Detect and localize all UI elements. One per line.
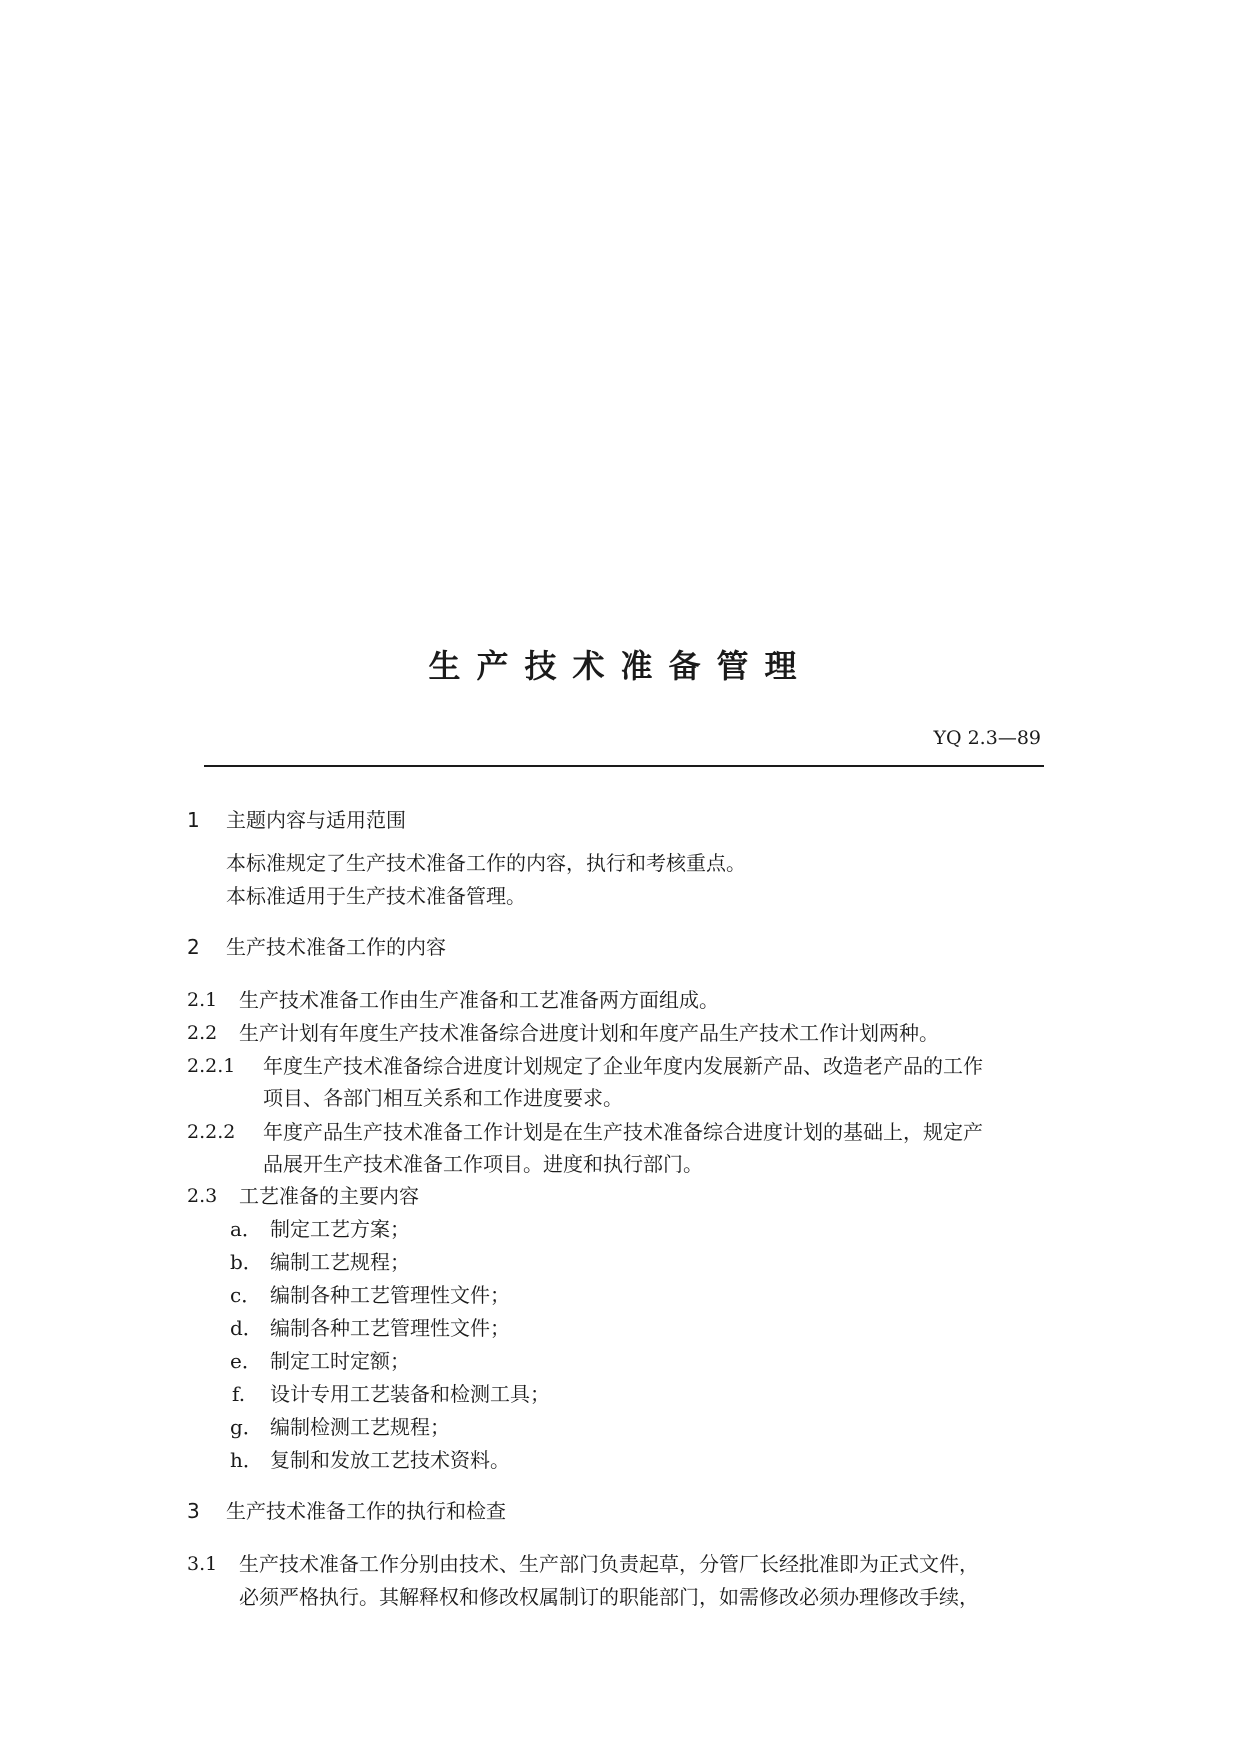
- section-1-number: 1: [187, 808, 200, 832]
- clause-2-2-2-text-line-2: 品展开生产技术准备工作项目。进度和执行部门。: [263, 1152, 703, 1176]
- list-item-e-text: 制定工时定额；: [270, 1349, 410, 1373]
- clause-2-2-number: 2.2: [187, 1022, 218, 1044]
- list-item-g-text: 编制检测工艺规程；: [270, 1415, 450, 1439]
- header-rule: [204, 765, 1044, 767]
- clause-3-1-text-line-1: 生产技术准备工作分别由技术、生产部门负责起草，分管厂长经批准即为正式文件，: [239, 1552, 979, 1576]
- list-item-g-marker: g．: [230, 1415, 263, 1439]
- list-item-d-marker: d．: [230, 1316, 263, 1340]
- clause-2-3-text: 工艺准备的主要内容: [239, 1184, 419, 1208]
- list-item-c-text: 编制各种工艺管理性文件；: [270, 1283, 510, 1307]
- clause-3-1-number: 3.1: [187, 1553, 218, 1575]
- clause-2-2-2-number: 2.2.2: [187, 1121, 236, 1143]
- list-item-c-marker: c．: [230, 1283, 262, 1307]
- clause-2-1-number: 2.1: [187, 989, 218, 1011]
- section-1-paragraph-2: 本标准适用于生产技术准备管理。: [226, 884, 526, 908]
- section-2-number: 2: [187, 935, 200, 959]
- list-item-b-marker: b．: [230, 1250, 263, 1274]
- list-item-h-text: 复制和发放工艺技术资料。: [270, 1448, 510, 1472]
- list-item-b-text: 编制工艺规程；: [270, 1250, 410, 1274]
- list-item-f-marker: f.: [232, 1382, 246, 1406]
- clause-2-3-number: 2.3: [187, 1185, 218, 1207]
- clause-2-2-2-text-line-1: 年度产品生产技术准备工作计划是在生产技术准备综合进度计划的基础上，规定产: [263, 1120, 983, 1144]
- clause-2-2-1-number: 2.2.1: [187, 1055, 236, 1077]
- clause-3-1-text-line-2: 必须严格执行。其解释权和修改权属制订的职能部门，如需修改必须办理修改手续，: [239, 1585, 979, 1609]
- section-2-heading: 生产技术准备工作的内容: [226, 935, 446, 959]
- clause-2-2-text: 生产计划有年度生产技术准备综合进度计划和年度产品生产技术工作计划两种。: [239, 1021, 939, 1045]
- section-1-paragraph-1: 本标准规定了生产技术准备工作的内容，执行和考核重点。: [226, 851, 746, 875]
- list-item-h-marker: h．: [230, 1448, 263, 1472]
- page-title: 生产技术准备管理: [428, 647, 813, 685]
- clause-2-2-1-text-line-2: 项目、各部门相互关系和工作进度要求。: [263, 1086, 623, 1110]
- clause-2-2-1-text-line-1: 年度生产技术准备综合进度计划规定了企业年度内发展新产品、改造老产品的工作: [263, 1054, 983, 1078]
- list-item-d-text: 编制各种工艺管理性文件；: [270, 1316, 510, 1340]
- clause-2-1-text: 生产技术准备工作由生产准备和工艺准备两方面组成。: [239, 988, 719, 1012]
- list-item-a-marker: a．: [230, 1217, 262, 1241]
- list-item-e-marker: e．: [230, 1349, 262, 1373]
- section-1-heading: 主题内容与适用范围: [226, 808, 406, 832]
- document-code: YQ 2.3—89: [933, 727, 1041, 749]
- section-3-number: 3: [187, 1499, 200, 1523]
- list-item-a-text: 制定工艺方案；: [270, 1217, 410, 1241]
- section-3-heading: 生产技术准备工作的执行和检查: [226, 1499, 506, 1523]
- list-item-f-text: 设计专用工艺装备和检测工具；: [270, 1382, 550, 1406]
